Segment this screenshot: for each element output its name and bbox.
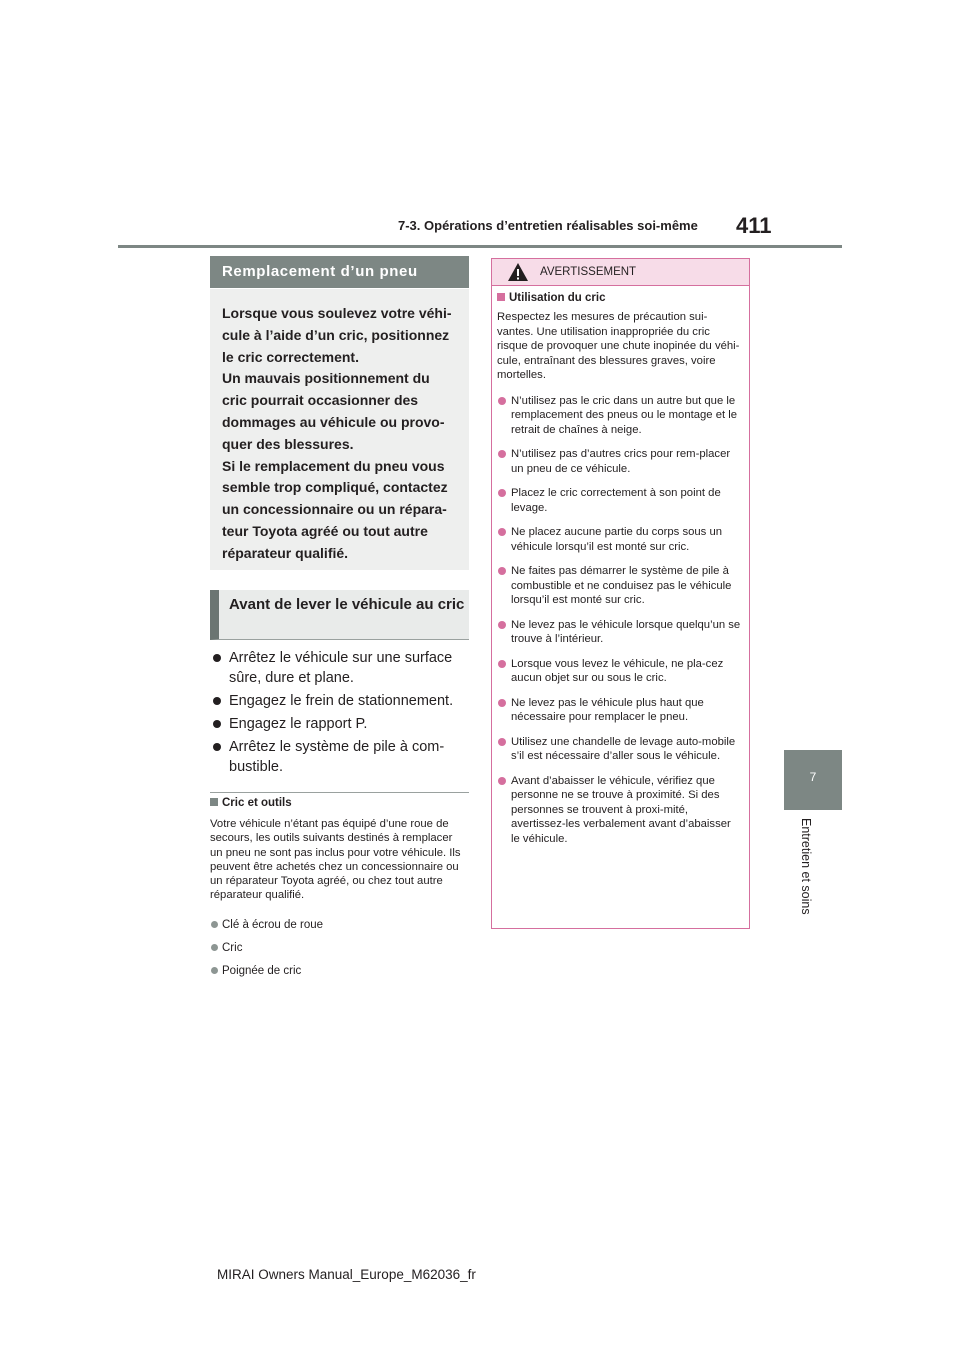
warning-subtitle: Utilisation du cric	[497, 292, 742, 304]
bullet-icon	[498, 450, 506, 458]
heading-tire-replacement: Remplacement d’un pneu	[210, 256, 469, 288]
warning-item: Utilisez une chandelle de levage auto-mobile s’il est nécessaire d’aller sous le véhicule.	[497, 735, 742, 764]
intro-line: semble trop compliqué, contactez	[222, 479, 448, 496]
bullet-icon	[498, 397, 506, 405]
bullet-icon	[498, 699, 506, 707]
heading-before-jacking: Avant de lever le véhicule au cric	[210, 590, 469, 640]
intro-line: réparateur qualifié.	[222, 544, 349, 561]
before-jacking-list	[210, 648, 469, 780]
warning-item: Ne levez pas le véhicule plus haut que nécessaire pour remplacer le pneu.	[497, 696, 742, 725]
bullet-icon	[498, 777, 506, 785]
intro-line: teur Toyota agréé ou tout autre	[222, 522, 428, 539]
jack-tools-title: Cric et outils	[210, 797, 292, 809]
intro-line: Lorsque vous soulevez votre véhi-	[222, 305, 452, 321]
warning-title: AVERTISSEMENT	[540, 266, 637, 278]
bullet-icon	[498, 528, 506, 536]
footer-document-id: MIRAI Owners Manual_Europe_M62036_fr	[217, 1267, 476, 1282]
bullet-icon	[213, 743, 221, 751]
warning-item: Avant d’abaisser le véhicule, vérifiez que personne ne se trouve à proximité. Si des personnes se trouvent à proxi-mité, avertissez-les verbalement avant d’abaisser le véhicule.	[497, 774, 742, 847]
section-divider	[210, 792, 469, 793]
warning-triangle-icon	[507, 262, 529, 282]
intro-box	[210, 289, 469, 570]
intro-line: quer des blessures.	[222, 435, 354, 452]
bullet-icon	[498, 660, 506, 668]
list-item: Engagez le rapport P.	[210, 714, 469, 734]
chapter-number: 7	[809, 770, 817, 784]
warning-item: Ne levez pas le véhicule lorsque quelqu’un se trouve à l’intérieur.	[497, 618, 742, 647]
warning-item: Lorsque vous levez le véhicule, ne pla-cez aucun objet sur ou sous le cric.	[497, 657, 742, 686]
section-header: 7-3. Opérations d’entretien réalisables soi-même	[398, 218, 698, 233]
jack-tools-list	[210, 918, 466, 987]
intro-line: dommages au véhicule ou provo-	[222, 413, 445, 430]
intro-line: Si le remplacement du pneu vous	[222, 457, 445, 474]
intro-line: cric pourrait occasionner des	[222, 392, 419, 409]
header-divider	[118, 245, 842, 248]
square-bullet-icon	[210, 798, 218, 806]
list-item: Poignée de cric	[210, 964, 466, 978]
warning-item: N’utilisez pas d’autres crics pour rem-placer un pneu de ce véhicule.	[497, 447, 742, 476]
warning-intro: Respectez les mesures de précaution sui-vantes. Une utilisation inappropriée du cric risque de provoquer une chute inopinée du véhi-cule, entraînant des blessures graves, voire mortelles.	[497, 311, 740, 381]
bullet-icon	[498, 738, 506, 746]
bullet-icon	[211, 967, 218, 974]
bullet-icon	[211, 944, 218, 951]
warning-item: Placez le cric correctement à son point de levage.	[497, 486, 742, 515]
list-item: Engagez le frein de stationnement.	[210, 691, 469, 711]
chapter-title: Entretien et soins	[799, 818, 813, 915]
bullet-icon	[498, 489, 506, 497]
intro-line: Un mauvais positionnement du	[222, 370, 430, 387]
intro-line: cule à l’aide d’un cric, positionnez	[222, 326, 450, 343]
bullet-icon	[213, 697, 221, 705]
bullet-icon	[213, 720, 221, 728]
bullet-icon	[498, 567, 506, 575]
jack-tools-description: Votre véhicule n’étant pas équipé d’une roue de secours, les outils suivants destinés à remplacer un pneu ne sont pas inclus pour votre véhicule. Ils peuvent être achetés chez un concessionnaire ou un réparateur Toyota agréé, ou chez tout autre réparateur qualifié.	[210, 818, 461, 902]
warning-item: N’utilisez pas le cric dans un autre but que le remplacement des pneus ou le montage et le retrait de chaînes à neige.	[497, 394, 742, 438]
list-item: Arrêtez le véhicule sur une surface sûre, dure et plane.	[210, 648, 469, 688]
intro-line: un concessionnaire ou un répara-	[222, 501, 447, 518]
bullet-icon	[213, 654, 221, 662]
warning-item: Ne placez aucune partie du corps sous un véhicule lorsqu’il est monté sur cric.	[497, 525, 742, 554]
page-number: 411	[736, 213, 772, 238]
bullet-icon	[498, 621, 506, 629]
intro-line: le cric correctement.	[222, 348, 359, 365]
warning-content	[497, 292, 742, 856]
list-item: Arrêtez le système de pile à com-bustible.	[210, 737, 469, 777]
list-item: Cric	[210, 941, 466, 955]
square-bullet-icon	[497, 293, 505, 301]
bullet-icon	[211, 921, 218, 928]
warning-item: Ne faites pas démarrer le système de pile à combustible et ne conduisez pas le véhicule lorsqu’il est monté sur cric.	[497, 564, 742, 608]
list-item: Clé à écrou de roue	[210, 918, 466, 932]
